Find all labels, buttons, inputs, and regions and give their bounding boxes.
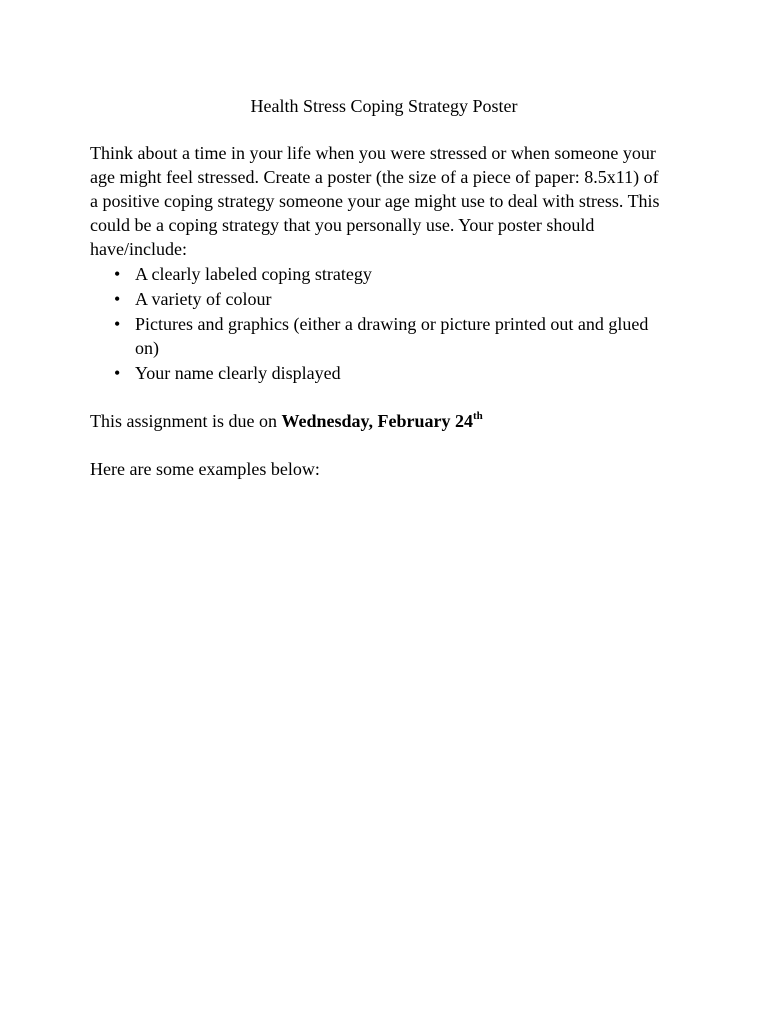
due-date-line <box>90 409 670 433</box>
list-item-text: Pictures and graphics (either a drawing or picture printed out and glued on) <box>135 314 649 358</box>
bullet-icon: • <box>114 289 121 309</box>
bullet-icon: • <box>114 363 121 383</box>
list-item-text: A clearly labeled coping strategy <box>135 264 372 284</box>
bullet-icon: • <box>114 314 121 334</box>
due-date: Wednesday, February 24 <box>281 411 474 431</box>
list-item-text: A variety of colour <box>135 289 272 309</box>
requirements-list <box>90 262 670 386</box>
document-title: Health Stress Coping Strategy Poster <box>250 96 518 116</box>
list-item-text: Your name clearly displayed <box>135 363 341 383</box>
bullet-icon: • <box>114 264 121 284</box>
due-prefix: This assignment is due on <box>90 411 282 431</box>
examples-line: Here are some examples below: <box>90 459 320 479</box>
list-item <box>90 361 670 385</box>
list-item <box>90 287 670 311</box>
due-date-suffix: th <box>473 410 483 422</box>
list-item <box>90 312 670 360</box>
intro-paragraph: Think about a time in your life when you were stressed or when someone your age might feel stressed. Create a poster (the size of a piece of paper: 8.5x11) of a positive coping strategy someone your age might use to deal with stress. This could be a coping strategy that you personally use. Your poster should have/include: <box>90 143 660 259</box>
list-item <box>90 262 670 286</box>
